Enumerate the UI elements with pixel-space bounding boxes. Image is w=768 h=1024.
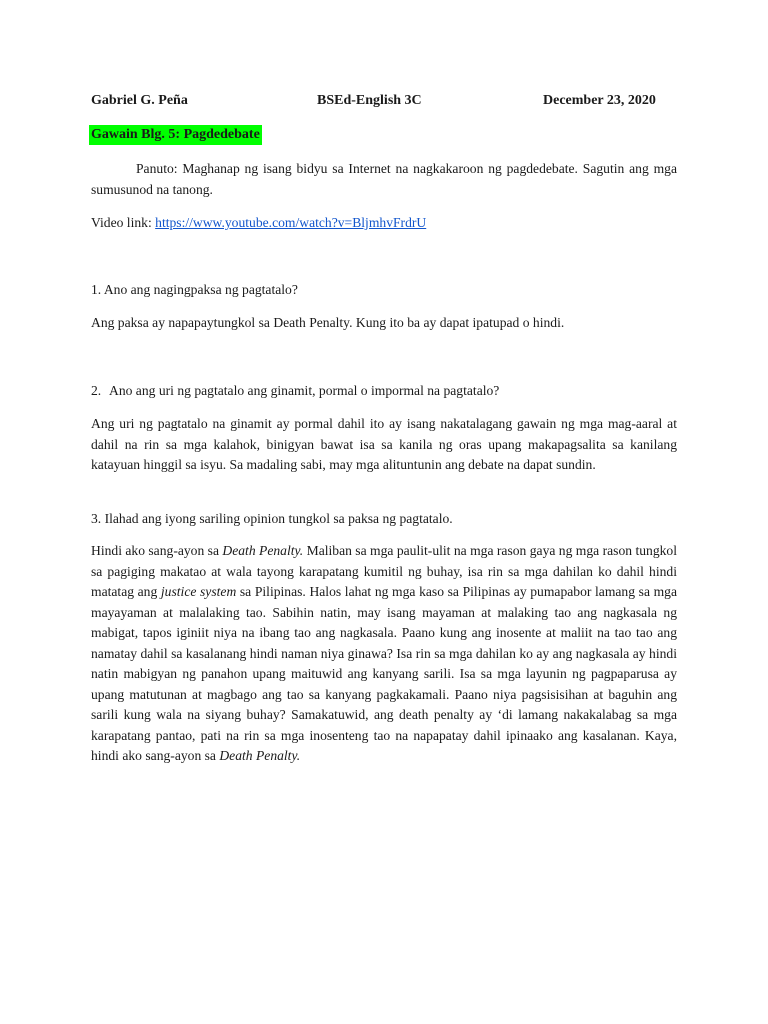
video-link-line [91,213,677,234]
course: BSEd-English 3C [317,93,422,108]
question-1: 1. Ano ang nagingpaksa ng pagtatalo? [91,282,298,297]
answer-2: Ang uri ng pagtatalo na ginamit ay pormal dahil ito ay isang nakatalagang gawain ng mga mag-aaral at dahil na rin sa mga kalahok, binigyan bawat isa sa kanila ng oras upang makapagsalita sa kanilang katayuan hinggil sa isyu. Sa madaling sabi, may mga alituntunin ang debate na dapat sundin. [91,416,677,472]
answer-3-part-3: sa Pilipinas. Halos lahat ng mga kaso sa Pilipinas ay pumapabor lamang sa mga mayayaman at malalaking tao. Sabihin natin, may isang mayaman at malaking tao ang nagkasala ng mabigat, tapos iginiit niya na ibang tao ang nagkasala. Paano kung ang inosente at maliit na tao tao ang namatay dahil sa kasalanang hindi naman niya ginawa? Isa rin sa mga dahilan ko ay ang nagkasala ay hindi natin mabigyan ng panahon upang maituwid ang kanyang sarili. Isa sa mga layunin ng pagpaparusa ay upang matutunan at magbago ang tao sa kanyang pagkakamali. Paano niya pagsisisihan at baguhin ang sarili kung wala na siyang buhay? Samakatuwid, ang death penalty ay ‘di lamang nakakalabag sa mga karapatang pantao, pati na rin sa mga inosenteng tao na napapatay dahil ipinaako ang kasalanan. Kaya, hindi ako sang-ayon sa [91,584,678,763]
answer-3-emphasis-1: Death Penalty. [222,543,304,558]
question-2 [91,381,677,402]
answer-3-emphasis-3: Death Penalty. [219,748,301,763]
student-name: Gabriel G. Peña [91,93,188,108]
answer-3 [91,541,677,767]
question-2-text: Ano ang uri ng pagtatalo ang ginamit, pormal o impormal na pagtatalo? [109,383,500,398]
answer-1: Ang paksa ay napapaytungkol sa Death Penalty. Kung ito ba ay dapat ipatupad o hindi. [91,315,565,330]
instructions [91,159,677,200]
answer-3-emphasis-2: justice system [160,584,237,599]
document-header [91,93,681,113]
question-3: 3. Ilahad ang iyong sariling opinion tungkol sa paksa ng pagtatalo. [91,511,453,526]
answer-3-part-1: Hindi ako sang-ayon sa [91,543,223,558]
activity-title: Gawain Blg. 5: Pagdedebate [89,125,262,145]
video-link[interactable]: https://www.youtube.com/watch?v=BljmhvFrdrU [155,215,427,230]
answer-3-part-2: Maliban sa mga paulit-ulit na mga rason gaya ng mga rason tungkol sa pagiging makatao at wala tayong karapatang kumitil ng buhay, isa rin sa mga dahilan ko dahil hindi matatag ang [91,543,677,599]
video-link-label: Video link: [91,215,156,230]
instructions-text: Panuto: Maghanap ng isang bidyu sa Internet na nagkakaroon ng pagdedebate. Sagutin ang mga sumusunod na tanong. [91,161,677,197]
question-2-number: 2. [91,383,102,398]
date: December 23, 2020 [543,93,656,108]
